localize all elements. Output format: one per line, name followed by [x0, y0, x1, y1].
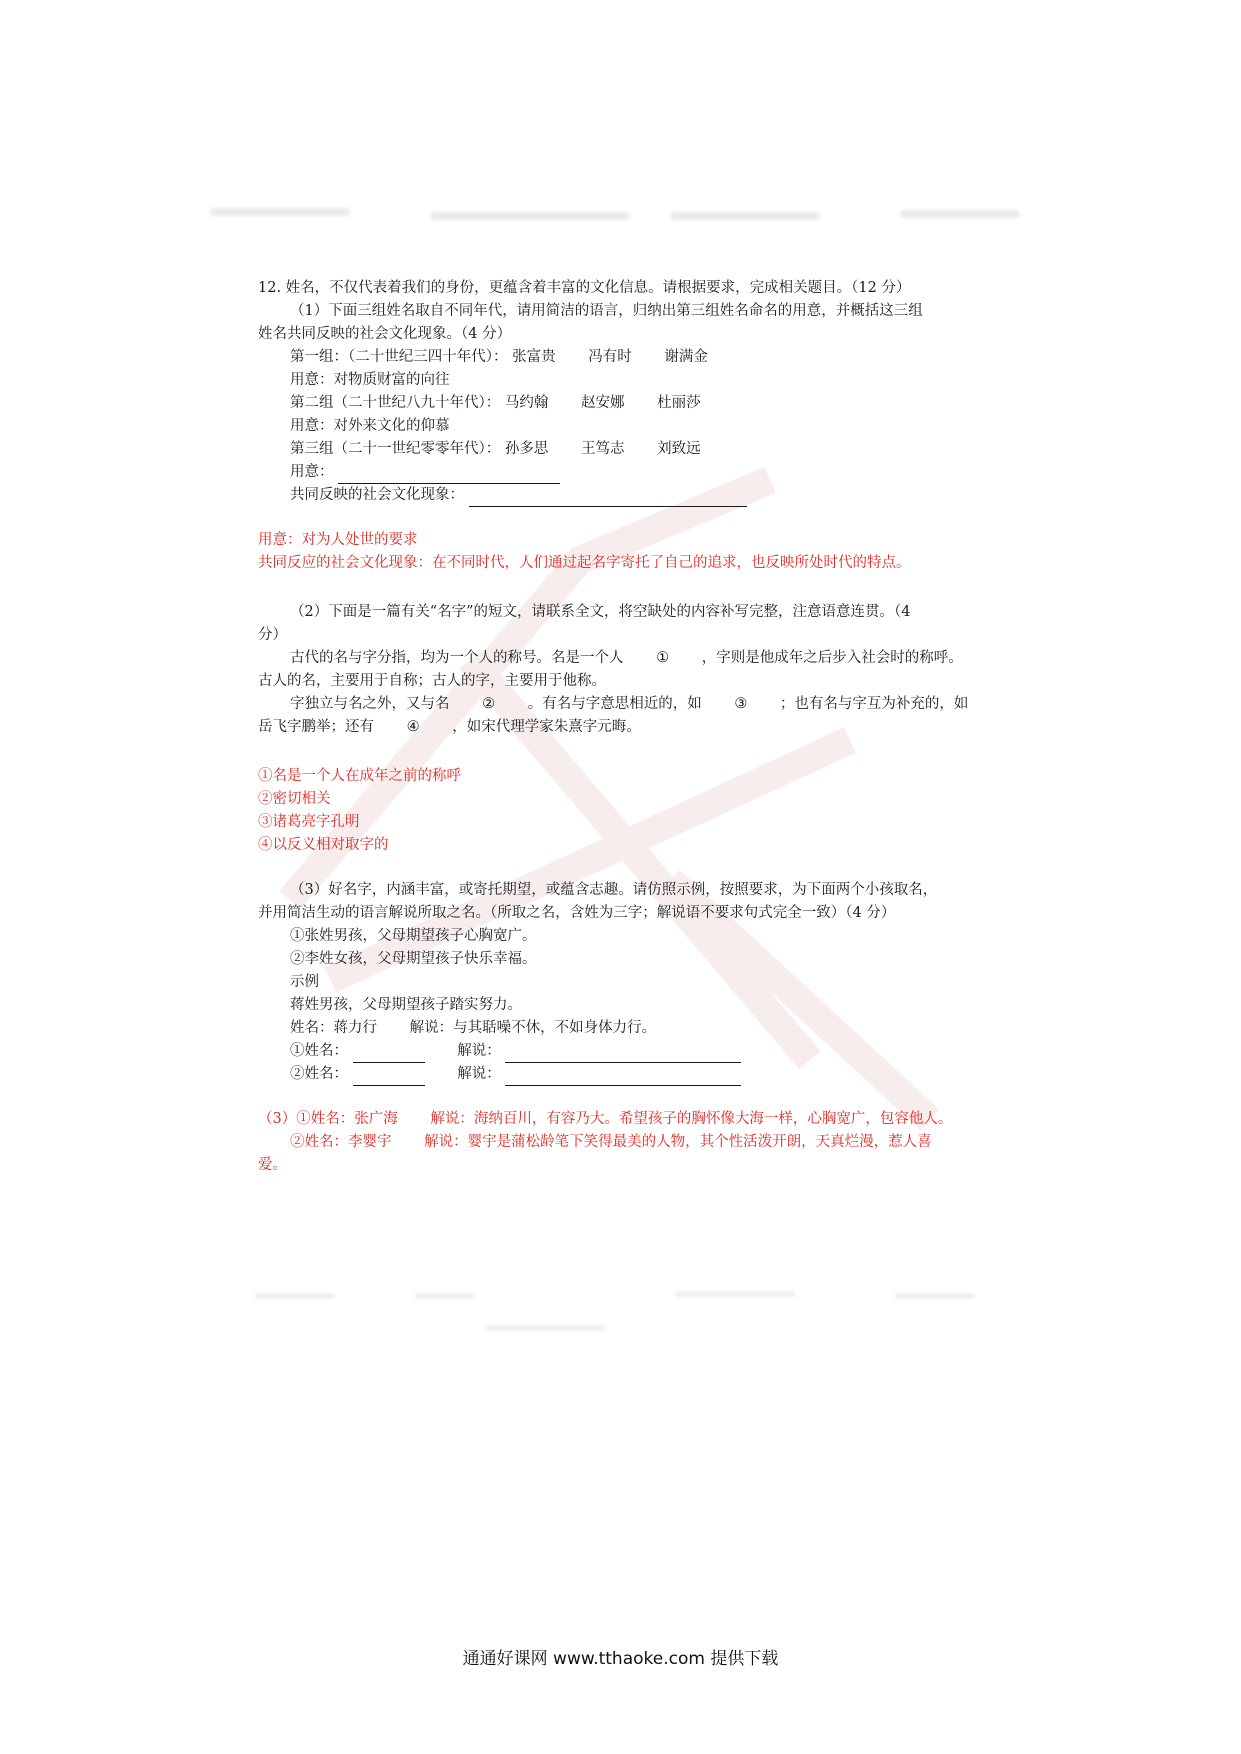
p2-text-c: ；也有名与字互为补充的，如 [779, 696, 969, 712]
p2-text-e: ，如宋代理学家朱熹字元晦。 [452, 719, 641, 735]
part3-example-label: 示例 [290, 974, 319, 990]
part2-paragraph1-line1 [258, 647, 993, 670]
question-number: 12. [258, 280, 282, 296]
fill1-explanation-blank[interactable] [505, 1046, 741, 1063]
group3-purpose-row [258, 461, 993, 484]
answer3-name-1: （3）①姓名：张广海 [258, 1111, 398, 1127]
question-intro [258, 277, 993, 300]
fill1-name-label: ①姓名： [290, 1043, 348, 1059]
answer3-explanation-1: 解说：海纳百川，有容乃大。希望孩子的胸怀像大海一样，心胸宽广，包容他人。 [430, 1111, 953, 1127]
group2-name-1: 马约翰 [504, 395, 549, 411]
example-name: 姓名：蒋力行 [290, 1020, 377, 1036]
p1-text-b: ，字则是他成年之后步入社会时的称呼。 [701, 650, 963, 666]
group1-name-3: 谢满金 [664, 349, 708, 365]
group2-label: 第二组（二十世纪八九十年代）： [290, 395, 501, 411]
answer3-line-2 [258, 1131, 993, 1154]
answer3-explanation-2: 解说：婴宇是蒲松龄笔下笑得最美的人物，其个性活泼开朗，天真烂漫，惹人喜 [424, 1134, 932, 1150]
part3-item-1: ①张姓男孩，父母期望孩子心胸宽广。 [290, 928, 537, 944]
faded-footer-scan [255, 1285, 995, 1345]
group2-purpose: 用意：对外来文化的仰慕 [290, 418, 450, 434]
common-phenomenon-label: 共同反映的社会文化现象： [290, 487, 464, 503]
part1-prompt-b: 姓名共同反映的社会文化现象。（4 分） [258, 326, 512, 342]
part2-prompt-b: 分） [258, 627, 287, 643]
answer2-item-3: ③诸葛亮字孔明 [258, 814, 360, 830]
fill2-explanation-blank[interactable] [505, 1069, 741, 1086]
group2-row [258, 392, 993, 415]
fill2-name-blank[interactable] [353, 1069, 425, 1086]
answer3-line-1 [258, 1108, 993, 1131]
part2-paragraph2-line1 [258, 693, 993, 716]
part3-item-2: ②李姓女孩，父母期望孩子快乐幸福。 [290, 951, 537, 967]
part3-fill-row-1 [258, 1040, 993, 1063]
fill2-name-label: ②姓名： [290, 1066, 348, 1082]
common-phenomenon-row [258, 484, 993, 507]
blank-marker-2[interactable]: ② [482, 696, 496, 712]
group2-name-3: 杜丽莎 [657, 395, 701, 411]
group2-name-2: 赵安娜 [580, 395, 625, 411]
blank-marker-4[interactable]: ④ [406, 719, 420, 735]
p2-text-b: 。有名与字意思相近的，如 [527, 696, 702, 712]
fill1-name-blank[interactable] [353, 1046, 425, 1063]
part2-prompt-a: （2）下面是一篇有关“名字”的短文，请联系全文，将空缺处的内容补写完整，注意语意连贯。（4 [290, 604, 911, 620]
part3-example-desc: 蒋姓男孩，父母期望孩子踏实努力。 [290, 997, 522, 1013]
group1-name-1: 张富贵 [512, 349, 556, 365]
answer1-phenomenon: 共同反应的社会文化现象：在不同时代，人们通过起名字寄托了自己的追求，也反映所处时代的特点。 [258, 555, 911, 571]
part3-prompt-b: 并用简洁生动的语言解说所取之名。（所取之名，含姓为三字；解说语不要求句式完全一致）（4 分） [258, 905, 896, 921]
group1-name-2: 冯有时 [588, 349, 632, 365]
question-content [258, 277, 993, 1177]
group1-row [258, 346, 993, 369]
download-footer: 通通好课网 www.tthaoke.com 提供下载 [462, 1649, 779, 1669]
part2-paragraph1-line2: 古人的名，主要用于自称；古人的字，主要用于他称。 [258, 673, 606, 689]
group1-label: 第一组：（二十世纪三四十年代）： [290, 349, 508, 365]
part3-prompt-a: （3）好名字，内涵丰富，或寄托期望，或蕴含志趣。请仿照示例，按照要求，为下面两个小孩取名， [290, 882, 938, 898]
group3-purpose-label: 用意： [290, 464, 334, 480]
answer3-name-2: ②姓名：李婴宇 [290, 1134, 392, 1150]
part2-paragraph2-line2 [258, 716, 993, 739]
answer3-line-3: 爱。 [258, 1157, 287, 1173]
part3-fill-row-2 [258, 1063, 993, 1086]
fill1-explanation-label: 解说： [457, 1043, 501, 1059]
fill2-explanation-label: 解说： [457, 1066, 501, 1082]
group3-row [258, 438, 993, 461]
common-phenomenon-blank[interactable] [469, 490, 747, 507]
group3-purpose-blank[interactable] [338, 467, 560, 484]
faded-header-scan [210, 198, 1030, 226]
answer2-item-4: ④以反义相对取字的 [258, 837, 389, 853]
blank-marker-3[interactable]: ③ [734, 696, 748, 712]
p1-text-a: 古代的名与字分指，均为一个人的称号。名是一个人 [290, 650, 624, 666]
answer1-purpose: 用意：对为人处世的要求 [258, 532, 418, 548]
p2-text-a: 字独立与名之外，又与名 [290, 696, 450, 712]
example-explanation: 解说：与其聒噪不休，不如身体力行。 [409, 1020, 657, 1036]
question-intro-text: 姓名，不仅代表着我们的身份，更蕴含着丰富的文化信息。请根据要求，完成相关题目。（12 分） [285, 280, 911, 296]
group3-label: 第三组（二十一世纪零零年代）： [290, 441, 501, 457]
group1-purpose: 用意：对物质财富的向往 [290, 372, 450, 388]
group3-name-3: 刘致远 [657, 441, 701, 457]
part3-example-row [258, 1017, 993, 1040]
group3-name-2: 王笃志 [580, 441, 625, 457]
group3-name-1: 孙多思 [504, 441, 549, 457]
answer2-item-1: ①名是一个人在成年之前的称呼 [258, 768, 461, 784]
answer2-item-2: ②密切相关 [258, 791, 331, 807]
part1-prompt-a: （1）下面三组姓名取自不同年代，请用简洁的语言，归纳出第三组姓名命名的用意，并概括这三组 [290, 303, 923, 319]
p2-text-d: 岳飞字鹏举；还有 [258, 719, 374, 735]
blank-marker-1[interactable]: ① [656, 650, 670, 666]
